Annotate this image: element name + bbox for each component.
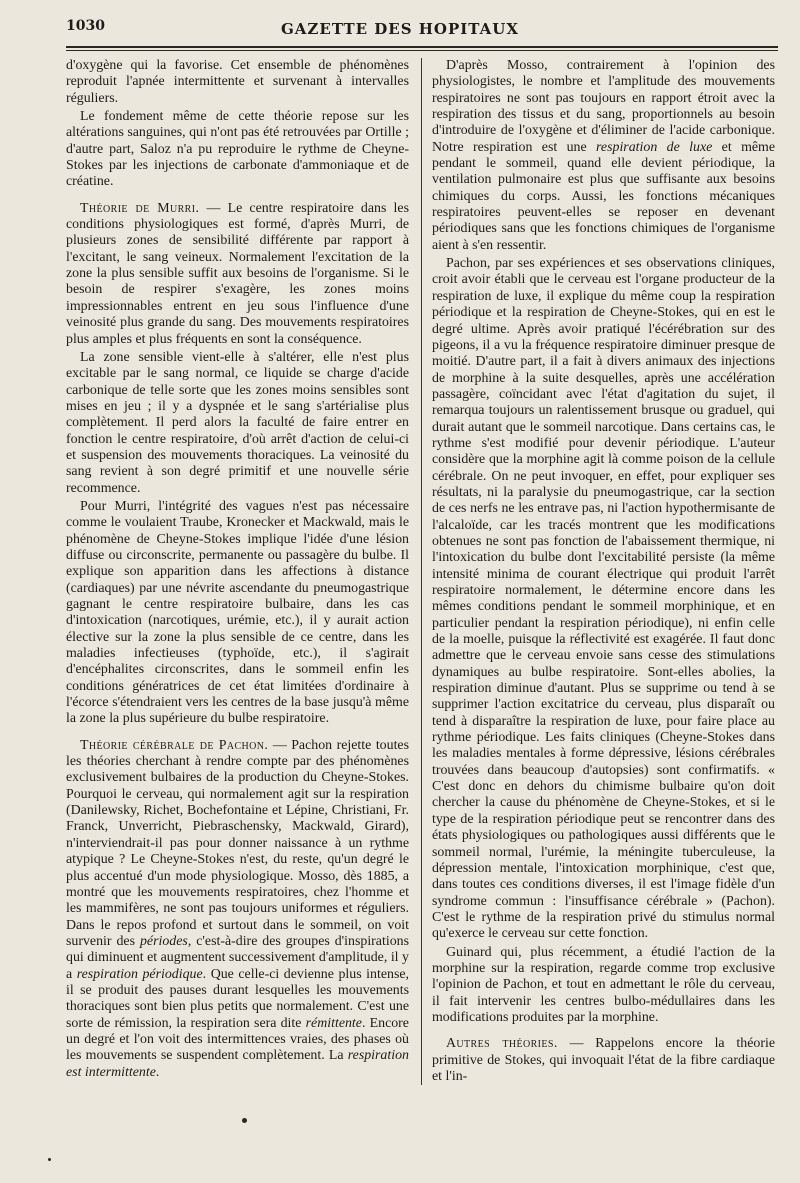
- paragraph-text: — Rappelons encore la théorie primitive de Stokes, qui invoquait l'état de la fibre cardiaque et l'in-: [432, 1036, 775, 1084]
- paragraph: d'oxygène qui la favorise. Cet ensemble de phénomènes reproduit l'apnée intermittente et survenant à intervalles réguliers.: [66, 58, 409, 106]
- paragraph-text: .: [155, 1064, 160, 1080]
- section-murri: [66, 201, 409, 348]
- page-header: [0, 14, 800, 40]
- header-rule: [66, 46, 778, 48]
- paragraph-text: . Que celle-ci devienne plus intense, il se produit des pauses durant lesquelles les mouvements thoraciques sont bien plus petits que normalement. C'est une sorte de rémission, la respiration sera dite: [66, 966, 409, 1031]
- paragraph: Pachon, par ses expériences et ses observations cliniques, croit avoir établi que le cerveau est l'organe producteur de la respiration de luxe, il explique du même coup la respiration périodique et la respiration de Cheyne-Stokes, qui en est le degré ultime. Après avoir pratiqué l'écérébration sur des pigeons, il a vu la fréquence respiratoire diminuer presque de moitié. D'autre part, il a fait à divers animaux des injections de morphine à la suite desquelles, après une accélération passagère, coïncidant avec l'état d'agitation du sujet, il remarqua toujours un ralentissement brusque ou graduel, qui durait autant que le sommeil narcotique. Dans certains cas, le rythme s'est modifié pour devenir périodique. L'auteur considère que la morphine agit là comme poison de la cellule cérébrale. On ne peut invoquer, en effet, pour expliquer ses résultats, ni la paralysie du pneumogastrique, car la section de ces nerfs ne les entrave pas, ni l'action hypothermisante de l'alcaloïde, car les tracés montrent que les modifications obtenues ne sont pas fonction de l'abaissement thermique, ni l'intoxication du bulbe dont l'excitabilité persiste (la même intensité minima de courant électrique qui produit l'arrêt respiratoire normalement, le détermine encore dans les mêmes conditions pendant le sommeil morphinique, et en particulier pendant la respiration périodique), ni enfin celle de la moelle, puisque la réflectivité est exagérée. Il faut donc admettre que le cerveau envoie sans cesse des stimulations dynamiques au bulbe respiratoire. Sont-elles abolies, la respiration diminue d'autant. Plus se supprime ou tend à se supprimer l'action excitatrice du cerveau, plus disparaît ou tend à disparaître la respiration de luxe, pour faire place au rythme périodique. Les faits cliniques (Cheyne-Stokes dans les maladies mentales à forme dépressive, lésions cérébrales trouvées dans beaucoup d'autopsies) sont confirmatifs. « C'est donc en dehors du chimisme bulbaire qu'on doit chercher la cause du phénomène de Cheyne-Stokes, et si le type de la respiration périodique peut se rencontrer dans des états physiologiques ou pathologiques aussi différents que le sommeil normal, l'urémie, la méningite tuberculeuse, la dépression mentale, l'intoxication morphinique, c'est que, dans toutes ces conditions diverses, il est l'image fidèle d'un syndrome commun : l'insuffisance cérébrale » (Pachon). C'est le rythme de la respiration privé du stimulus normal qu'exerce le cerveau sur cette fonction.: [432, 256, 775, 942]
- right-column: [432, 58, 775, 1085]
- paragraph-text: D'après Mosso, contrairement à l'opinion des physiologistes, le nombre et l'amplitude des mouvements respiratoires ne sont pas toujours en rapport étroit avec la respiration des tissus et du sang, proportionnels au besoin d'introduire de l'oxygène et d'éliminer de l'acide carbonique. Notre respiration est une: [432, 58, 775, 155]
- paragraph-text: — Le centre respiratoire dans les conditions physiologiques est formé, d'après Murri, de plusieurs zones de sensibilité différente par rapport à l'excitant, le sang veineux. Normalement l'excitation de la zone la plus sensible suffit aux besoins de l'organisme. Si le besoin de respirer s'exagère, les zones moins impressionnables entrent en jeu sous l'influence d'une veinosité plus grande du sang. Des mouvements respiratoires plus amples et plus fréquents en sont la conséquence.: [66, 200, 409, 347]
- paragraph: Guinard qui, plus récemment, a étudié l'action de la morphine sur la respiration, regarde comme trop exclusive l'opinion de Pachon, et tout en admettant le rôle du cerveau, il fait intervenir les centres bulbo-médullaires dans les modifications produites par la morphine.: [432, 944, 775, 1025]
- journal-title: GAZETTE DES HOPITAUX: [280, 20, 519, 38]
- paragraph: Pour Murri, l'intégrité des vagues n'est pas nécessaire comme le voulaient Traube, Kronecker et Mackwald, mais le phénomène de Cheyne-Stokes implique l'idée d'une lésion diffuse ou circonscrite, permanente ou passagère du bulbe. Il explique son apparition dans les affections à distance (cardiaques) par une névrite ascendante du pneumogastrique gagnant le centre respiratoire bulbaire, dans les cas d'intoxication (narcotiques, urémie, etc.), il y aurait action élective sur la zone la plus sensible de ce centre, dans les maladies infectieuses (typhoïde, etc.), il s'agirait d'encéphalites circonscrites, dans le sommeil enfin les conditions génératrices de cet état limitées d'ordinaire à l'écorce s'étendraient vers les centres de la base jusqu'à même la zone la plus supérieure du bulbe respiratoire.: [66, 498, 409, 727]
- section-autres: [432, 1036, 775, 1085]
- paragraph-text: . Encore un degré et l'on voit des intermittences vraies, des phases où les mouvements se suspendent complètement. La: [66, 1015, 409, 1064]
- italic-term: respiration de luxe: [596, 139, 713, 155]
- section-pachon: [66, 738, 409, 1081]
- section-heading: Théorie cérébrale de Pachon.: [80, 737, 269, 753]
- italic-term: rémittente: [305, 1015, 362, 1031]
- page-number: 1030: [66, 18, 105, 34]
- italic-term: périodes: [139, 933, 188, 949]
- ink-dot: [48, 1158, 51, 1161]
- column-divider: [421, 58, 422, 1085]
- paragraph: Le fondement même de cette théorie repose sur les altérations sanguines, qui n'ont pas été retrouvées par Ortille ; d'autre part, Saloz n'a pu reproduire le rythme de Cheyne-Stokes par les injections de carbonate d'ammoniaque et de créatine.: [66, 109, 409, 190]
- italic-term: respiration est intermittente: [66, 1048, 409, 1080]
- section-heading: Théorie de Murri.: [80, 200, 200, 216]
- paragraph-text: — Pachon rejette toutes les théories cherchant à rendre compte par des phénomènes exclusivement bulbaires de la production du Cheyne-Stokes. Pourquoi le cerveau, qui normalement agit sur la respiration (Danilewsky, Richet, Bochefontaine et Lépine, Christiani, Fr. Franck, Unverricht, Piebraschensky, Mackwald, Girard), n'interviendrait-il pas pour donner naissance à un rythme atypique ? Le Cheyne-Stokes n'est, du reste, qu'un degré le plus accentué d'un mode physiologique. Mosso, dès 1885, a montré que les mouvements respiratoires, chez l'homme et les mammifères, ne sont pas toujours uniformes et réguliers. Dans le repos profond et surtout dans le sommeil, on voit survenir des: [66, 737, 409, 949]
- ink-dot: [242, 1118, 247, 1123]
- paragraph-text: et même pendant le sommeil, quand elle devient périodique, la ventilation pulmonaire est plus que suffisante aux besoins chimiques du corps. Aussi, les fonctions mécaniques respiratoires peuvent-elles se reposer en devenant périodiques sans que les fonctions chimiques de l'organisme aient à s'en ressentir.: [432, 139, 776, 253]
- paragraph: La zone sensible vient-elle à s'altérer, elle n'est plus excitable par le sang normal, ce liquide se charge d'acide carbonique de telle sorte que les zones moins sensibles sont mises en jeu ; il y a dyspnée et le sang s'artérialise plus complètement. Il perd alors la faculté de faire entrer en fonction le centre respiratoire, d'où arrêt d'action de celui-ci et suspension des mouvements thoraciques. La veinosité du sang revient à son degré primitif et une nouvelle série recommence.: [66, 349, 409, 496]
- italic-term: respiration périodique: [76, 966, 203, 982]
- paragraph-text: , c'est-à-dire des groupes d'inspirations qui diminuent et augmentent successivement d'amplitude, il y a: [66, 933, 409, 982]
- section-heading: Autres théories.: [446, 1036, 558, 1052]
- header-rule-thin: [66, 50, 778, 51]
- paragraph: [432, 58, 775, 254]
- left-column: [66, 58, 409, 1081]
